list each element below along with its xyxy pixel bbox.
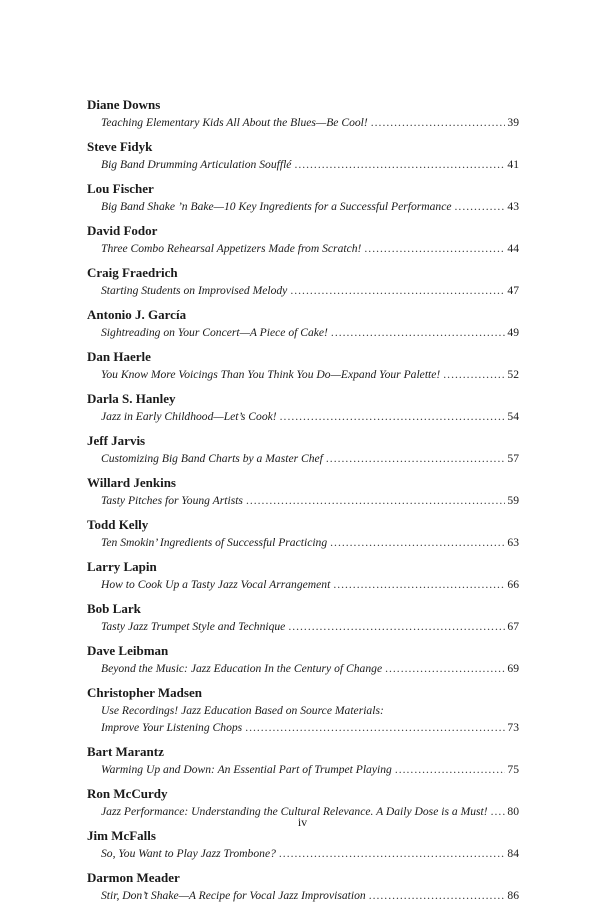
toc-entry xyxy=(87,180,519,215)
author-name: Dan Haerle xyxy=(87,349,151,364)
page-number: 59 xyxy=(507,494,519,507)
page-number: 54 xyxy=(507,410,519,423)
page-number: 57 xyxy=(507,452,519,465)
toc-entry xyxy=(87,222,519,257)
toc-entry xyxy=(87,558,519,593)
dot-leader xyxy=(246,492,505,509)
dot-leader xyxy=(371,114,506,131)
dot-leader xyxy=(288,618,505,635)
page-number: 80 xyxy=(507,805,519,818)
toc-entry xyxy=(87,600,519,635)
author-name: Christopher Madsen xyxy=(87,685,202,700)
author-name: Dave Leibman xyxy=(87,643,169,658)
toc-entry xyxy=(87,743,519,778)
title-line[interactable] xyxy=(87,719,519,736)
toc-entry xyxy=(87,138,519,173)
title-line[interactable] xyxy=(87,576,519,593)
author-name: Larry Lapin xyxy=(87,559,157,574)
dot-leader xyxy=(385,660,505,677)
article-title: Sightreading on Your Concert—A Piece of Cake! xyxy=(101,326,328,339)
article-title: Jazz in Early Childhood—Let’s Cook! xyxy=(101,410,277,423)
author-name: Bart Marantz xyxy=(87,744,164,759)
article-title-line-2: Improve Your Listening Chops xyxy=(101,721,243,734)
title-line[interactable] xyxy=(87,114,519,131)
title-line[interactable] xyxy=(87,240,519,257)
toc-entry xyxy=(87,827,519,862)
title-line[interactable] xyxy=(87,660,519,677)
title-line[interactable] xyxy=(87,492,519,509)
author-name: Antonio J. García xyxy=(87,307,187,322)
toc-entry xyxy=(87,348,519,383)
title-line[interactable] xyxy=(87,408,519,425)
dot-leader xyxy=(333,576,505,593)
page-number: 66 xyxy=(507,578,519,591)
toc-entry xyxy=(87,516,519,551)
article-title: Tasty Jazz Trumpet Style and Technique xyxy=(101,620,286,633)
article-title: Beyond the Music: Jazz Education In the Century of Change xyxy=(101,662,383,675)
article-title: Stir, Don’t Shake—A Recipe for Vocal Jazz Improvisation xyxy=(101,889,366,902)
title-line[interactable] xyxy=(87,198,519,215)
dot-leader xyxy=(455,198,506,215)
article-title-line-1[interactable]: Use Recordings! Jazz Education Based on Source Materials: xyxy=(101,704,384,717)
author-name: Steve Fidyk xyxy=(87,139,153,154)
article-title: Customizing Big Band Charts by a Master Chef xyxy=(101,452,323,465)
table-of-contents xyxy=(87,96,519,911)
title-line[interactable] xyxy=(87,845,519,862)
toc-entry xyxy=(87,390,519,425)
dot-leader xyxy=(290,282,505,299)
page-number: 84 xyxy=(507,847,519,860)
article-title: Teaching Elementary Kids All About the Blues—Be Cool! xyxy=(101,116,368,129)
dot-leader xyxy=(364,240,505,257)
title-line[interactable] xyxy=(87,450,519,467)
author-name: Lou Fischer xyxy=(87,181,154,196)
page-number: 47 xyxy=(507,284,519,297)
dot-leader xyxy=(331,324,505,341)
author-name: Jim McFalls xyxy=(87,828,156,843)
dot-leader xyxy=(280,408,506,425)
toc-entry xyxy=(87,306,519,341)
article-title: Big Band Shake ’n Bake—10 Key Ingredients for a Successful Performance xyxy=(101,200,452,213)
page-number: 41 xyxy=(507,158,519,171)
toc-entry xyxy=(87,264,519,299)
dot-leader xyxy=(279,845,506,862)
page-number: 43 xyxy=(507,200,519,213)
dot-leader xyxy=(330,534,505,551)
dot-leader xyxy=(326,450,506,467)
toc-entry xyxy=(87,684,519,736)
article-title: Warming Up and Down: An Essential Part of Trumpet Playing xyxy=(101,763,392,776)
article-title: Starting Students on Improvised Melody xyxy=(101,284,288,297)
page-number: 52 xyxy=(507,368,519,381)
article-title: Big Band Drumming Articulation Soufflé xyxy=(101,158,292,171)
author-name: Darla S. Hanley xyxy=(87,391,176,406)
author-name: Craig Fraedrich xyxy=(87,265,178,280)
author-name: Diane Downs xyxy=(87,97,161,112)
article-title: Three Combo Rehearsal Appetizers Made from Scratch! xyxy=(101,242,362,255)
dot-leader xyxy=(443,366,505,383)
author-name: Jeff Jarvis xyxy=(87,433,146,448)
page-number: 49 xyxy=(507,326,519,339)
page-number: 39 xyxy=(507,116,519,129)
author-name: Todd Kelly xyxy=(87,517,149,532)
title-line[interactable] xyxy=(87,282,519,299)
author-name: Bob Lark xyxy=(87,601,141,616)
page-number: 69 xyxy=(507,662,519,675)
toc-entry xyxy=(87,869,519,904)
article-title: Tasty Pitches for Young Artists xyxy=(101,494,243,507)
page-number: 86 xyxy=(507,889,519,902)
author-name: Darmon Meader xyxy=(87,870,180,885)
toc-entry xyxy=(87,474,519,509)
author-name: Willard Jenkins xyxy=(87,475,176,490)
title-line[interactable] xyxy=(87,887,519,904)
title-line[interactable] xyxy=(87,156,519,173)
title-line[interactable] xyxy=(87,618,519,635)
article-title: How to Cook Up a Tasty Jazz Vocal Arrangement xyxy=(101,578,331,591)
dot-leader xyxy=(294,156,505,173)
author-name: David Fodor xyxy=(87,223,158,238)
title-line[interactable] xyxy=(87,324,519,341)
dot-leader xyxy=(395,761,506,778)
article-title: So, You Want to Play Jazz Trombone? xyxy=(101,847,276,860)
author-name: Ron McCurdy xyxy=(87,786,168,801)
toc-entry xyxy=(87,96,519,131)
page-folio: iv xyxy=(297,815,308,829)
title-line[interactable] xyxy=(87,761,519,778)
toc-entry xyxy=(87,432,519,467)
dot-leader xyxy=(245,719,505,736)
title-line[interactable] xyxy=(87,366,519,383)
article-title: Jazz Performance: Understanding the Cultural Relevance. A Daily Dose is a Must! xyxy=(101,805,488,818)
article-title: Ten Smokin’ Ingredients of Successful Practicing xyxy=(101,536,328,549)
page-number: 63 xyxy=(507,536,519,549)
dot-leader xyxy=(369,887,506,904)
title-line[interactable] xyxy=(87,534,519,551)
page-number: 73 xyxy=(507,721,519,734)
page-number: 75 xyxy=(507,763,519,776)
toc-entry xyxy=(87,642,519,677)
page-number: 44 xyxy=(507,242,519,255)
article-title: You Know More Voicings Than You Think You Do—Expand Your Palette! xyxy=(101,368,441,381)
page-number: 67 xyxy=(507,620,519,633)
